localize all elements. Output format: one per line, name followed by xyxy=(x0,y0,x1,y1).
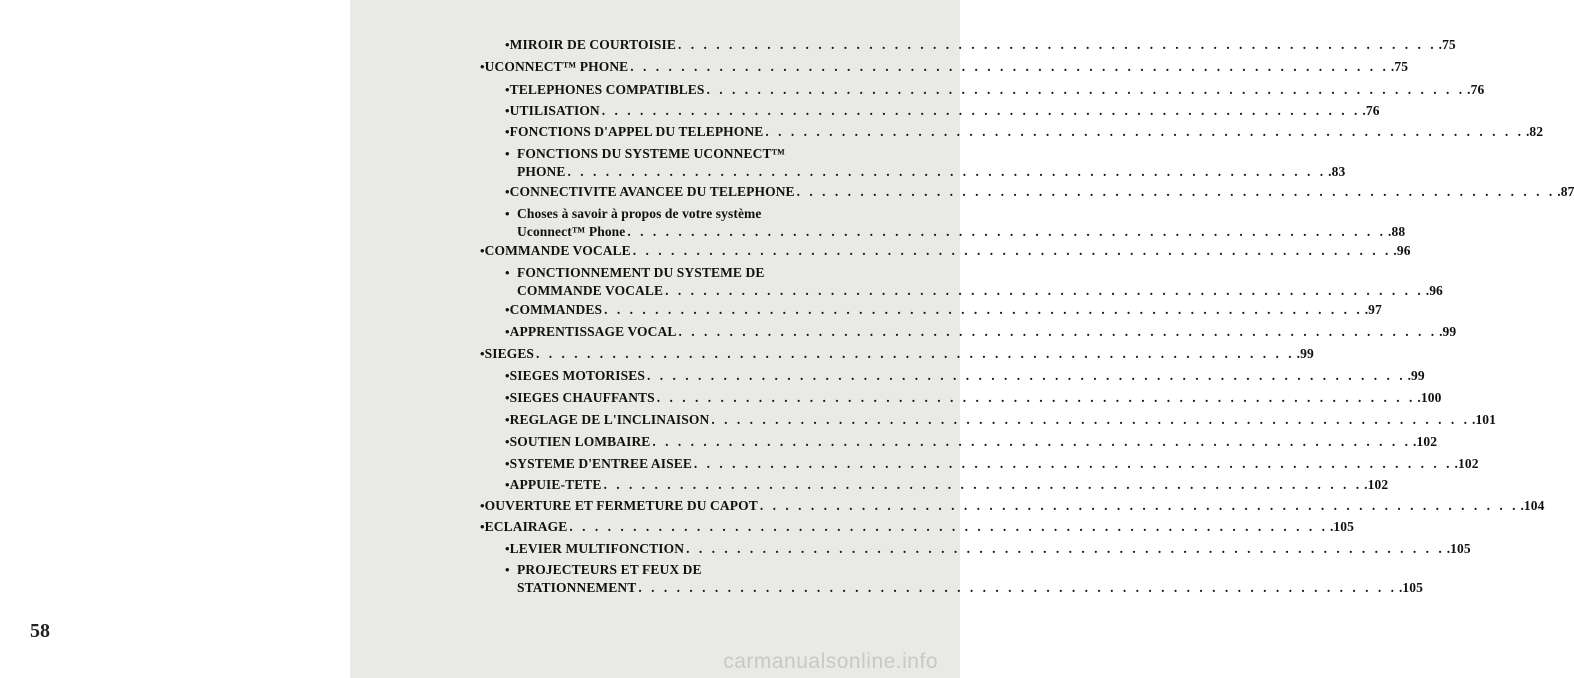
toc-entry[interactable] xyxy=(505,81,1485,99)
dot-leader: . . . . . . . . . . . . . . . . . . . . . . . . . . . . . . . . . . . . . . . . . . . . . . . . . . . . . . . . . . . . xyxy=(627,224,1386,239)
toc-entry-title-line1: Choses à savoir à propos de votre système xyxy=(517,206,762,221)
toc-entry-title: Uconnect™ Phone xyxy=(517,224,626,239)
bullet-icon: • xyxy=(505,456,510,471)
toc-entry-title: REGLAGE DE L'INCLINAISON xyxy=(509,412,710,427)
toc-entry-page: .87 xyxy=(1557,184,1574,199)
dot-leader: . . . . . . . . . . . . . . . . . . . . . . . . . . . . . . . . . . . . . . . . . . . . . . . . . . . . . . . . . . . . xyxy=(759,498,1519,513)
toc-entry[interactable] xyxy=(480,497,1545,515)
bullet-icon: • xyxy=(505,434,510,449)
bullet-icon: • xyxy=(505,302,510,317)
toc-entry-title: STATIONNEMENT xyxy=(517,580,637,595)
toc-entry[interactable] xyxy=(505,561,1423,597)
toc-entry[interactable] xyxy=(505,205,1406,241)
toc-entry-title: UCONNECT™ PHONE xyxy=(484,59,629,74)
bullet-icon: • xyxy=(505,206,510,221)
toc-entry-title: CONNECTIVITE AVANCEE DU TELEPHONE xyxy=(509,184,795,199)
toc-entry-title-line1: PROJECTEURS ET FEUX DE xyxy=(517,562,702,577)
toc-entry[interactable] xyxy=(480,518,1354,536)
toc-entry-title: SOUTIEN LOMBAIRE xyxy=(509,434,651,449)
toc-entry[interactable] xyxy=(505,301,1382,319)
dot-leader: . . . . . . . . . . . . . . . . . . . . . . . . . . . . . . . . . . . . . . . . . . . . . . . . . . . . . . . . . . . . xyxy=(711,412,1470,427)
toc-entry-title: SIEGES CHAUFFANTS xyxy=(509,390,655,405)
toc-entry-title: TELEPHONES COMPATIBLES xyxy=(509,82,705,97)
toc-entry-title: OUVERTURE ET FERMETURE DU CAPOT xyxy=(484,498,758,513)
toc-entry-title: APPUIE-TETE xyxy=(509,477,602,492)
toc-entry[interactable] xyxy=(505,411,1497,429)
bullet-icon: • xyxy=(505,324,510,339)
toc-entry[interactable] xyxy=(505,540,1471,558)
dot-leader: . . . . . . . . . . . . . . . . . . . . . . . . . . . . . . . . . . . . . . . . . . . . . . . . . . . . . . . . . . . . xyxy=(646,368,1406,383)
dot-leader: . . . . . . . . . . . . . . . . . . . . . . . . . . . . . . . . . . . . . . . . . . . . . . . . . . . . . . . . . . . . xyxy=(693,456,1453,471)
toc-entry-title-line1: FONCTIONNEMENT DU SYSTEME DE xyxy=(517,265,765,280)
bullet-icon: • xyxy=(505,124,510,139)
bullet-icon: • xyxy=(480,346,485,361)
bullet-icon: • xyxy=(505,562,510,577)
dot-leader: . . . . . . . . . . . . . . . . . . . . . . . . . . . . . . . . . . . . . . . . . . . . . . . . . . . . . . . . . . . . xyxy=(567,164,1327,179)
dot-leader: . . . . . . . . . . . . . . . . . . . . . . . . . . . . . . . . . . . . . . . . . . . . . . . . . . . . . . . . . . . . xyxy=(604,302,1363,317)
toc-entry-title-line1: FONCTIONS DU SYSTEME UCONNECT™ xyxy=(517,146,786,161)
dot-leader: . . . . . . . . . . . . . . . . . . . . . . . . . . . . . . . . . . . . . . . . . . . . . . . . . . . . . . . . . . . . xyxy=(677,37,1437,52)
toc-entry-page: .99 xyxy=(1407,368,1425,383)
dot-leader: . . . . . . . . . . . . . . . . . . . . . . . . . . . . . . . . . . . . . . . . . . . . . . . . . . . . . . . . . . . . xyxy=(686,541,1445,556)
toc-entry[interactable] xyxy=(505,455,1479,473)
bullet-icon: • xyxy=(505,103,510,118)
toc-entry-page: .101 xyxy=(1471,412,1497,427)
dot-leader: . . . . . . . . . . . . . . . . . . . . . . . . . . . . . . . . . . . . . . . . . . . . . . . . . . . . . . . . . . . . xyxy=(656,390,1416,405)
bullet-icon: • xyxy=(505,477,510,492)
bullet-icon: • xyxy=(505,146,510,161)
dot-leader: . . . . . . . . . . . . . . . . . . . . . . . . . . . . . . . . . . . . . . . . . . . . . . . . . . . . . . . . . . . . xyxy=(796,184,1556,199)
toc-entry-title: UTILISATION xyxy=(509,103,600,118)
toc-entry[interactable] xyxy=(505,264,1443,300)
toc-entry-page: .97 xyxy=(1364,302,1382,317)
toc-entry-title: COMMANDE VOCALE xyxy=(517,283,664,298)
toc-entry[interactable] xyxy=(480,345,1314,363)
dot-leader: . . . . . . . . . . . . . . . . . . . . . . . . . . . . . . . . . . . . . . . . . . . . . . . . . . . . . . . . . . . . xyxy=(603,477,1363,492)
toc-entry[interactable] xyxy=(505,36,1456,54)
toc-entry-page: .102 xyxy=(1364,477,1389,492)
bullet-icon: • xyxy=(480,519,485,534)
toc-entry-title: SIEGES MOTORISES xyxy=(509,368,645,383)
dot-leader: . . . . . . . . . . . . . . . . . . . . . . . . . . . . . . . . . . . . . . . . . . . . . . . . . . . . . . . . . . . . xyxy=(601,103,1361,118)
bullet-icon: • xyxy=(505,390,510,405)
dot-leader: . . . . . . . . . . . . . . . . . . . . . . . . . . . . . . . . . . . . . . . . . . . . . . . . . . . . . . . . . . . . xyxy=(652,434,1412,449)
toc-entry-page: .76 xyxy=(1362,103,1380,118)
toc-entry-page: .102 xyxy=(1413,434,1438,449)
dot-leader: . . . . . . . . . . . . . . . . . . . . . . . . . . . . . . . . . . . . . . . . . . . . . . . . . . . . . . . . . . . . xyxy=(678,324,1438,339)
toc-entry-page: .102 xyxy=(1454,456,1479,471)
toc-entry[interactable] xyxy=(505,476,1389,494)
bullet-icon: • xyxy=(505,37,510,52)
toc-entry[interactable] xyxy=(505,433,1438,451)
bullet-icon: • xyxy=(505,368,510,383)
bullet-icon: • xyxy=(505,541,510,556)
dot-leader: . . . . . . . . . . . . . . . . . . . . . . . . . . . . . . . . . . . . . . . . . . . . . . . . . . . . . . . . . . . . xyxy=(665,283,1424,298)
toc-entry-page: .100 xyxy=(1417,390,1442,405)
bullet-icon: • xyxy=(505,184,510,199)
toc-entry-title: ECLAIRAGE xyxy=(484,519,568,534)
dot-leader: . . . . . . . . . . . . . . . . . . . . . . . . . . . . . . . . . . . . . . . . . . . . . . . . . . . . . . . . . . . . xyxy=(638,580,1397,595)
bullet-icon: • xyxy=(480,59,485,74)
bullet-icon: • xyxy=(505,265,510,280)
toc-entry[interactable] xyxy=(505,389,1442,407)
dot-leader: . . . . . . . . . . . . . . . . . . . . . . . . . . . . . . . . . . . . . . . . . . . . . . . . . . . . . . . . . . . . xyxy=(632,243,1392,258)
page-number: 58 xyxy=(30,620,50,642)
toc-entry-page: .96 xyxy=(1393,243,1411,258)
toc-entry-page: .75 xyxy=(1438,37,1456,52)
toc-entry-page: .105 xyxy=(1398,580,1423,595)
toc-entry-title: COMMANDE VOCALE xyxy=(484,243,631,258)
bullet-icon: • xyxy=(480,498,485,513)
toc-entry-page: .105 xyxy=(1329,519,1354,534)
toc-entry-page: .82 xyxy=(1525,124,1544,139)
dot-leader: . . . . . . . . . . . . . . . . . . . . . . . . . . . . . . . . . . . . . . . . . . . . . . . . . . . . . . . . . . . . xyxy=(765,124,1524,139)
toc-entry[interactable] xyxy=(505,145,1346,181)
watermark: carmanualsonline.info xyxy=(723,650,938,673)
toc-entry-title: FONCTIONS D'APPEL DU TELEPHONE xyxy=(509,124,764,139)
toc-entry-page: .88 xyxy=(1388,224,1406,239)
bullet-icon: • xyxy=(480,243,485,258)
toc-entry-title: SIEGES xyxy=(484,346,535,361)
toc-entry-page: .105 xyxy=(1446,541,1471,556)
toc-entry[interactable] xyxy=(505,102,1380,120)
dot-leader: . . . . . . . . . . . . . . . . . . . . . . . . . . . . . . . . . . . . . . . . . . . . . . . . . . . . . . . . . . . . xyxy=(706,82,1466,97)
toc-entry[interactable] xyxy=(505,367,1425,385)
bullet-icon: • xyxy=(505,82,510,97)
dot-leader: . . . . . . . . . . . . . . . . . . . . . . . . . . . . . . . . . . . . . . . . . . . . . . . . . . . . . . . . . . . . xyxy=(536,346,1295,361)
toc-entry-title: LEVIER MULTIFONCTION xyxy=(509,541,685,556)
toc-entry-page: .99 xyxy=(1439,324,1457,339)
toc-entry-page: .96 xyxy=(1425,283,1443,298)
toc-entry-page: .99 xyxy=(1296,346,1314,361)
toc-entry[interactable] xyxy=(505,323,1457,341)
toc-entry-title: PHONE xyxy=(517,164,566,179)
dot-leader: . . . . . . . . . . . . . . . . . . . . . . . . . . . . . . . . . . . . . . . . . . . . . . . . . . . . . . . . . . . . xyxy=(630,59,1389,74)
toc-entry-title: MIROIR DE COURTOISIE xyxy=(509,37,676,52)
toc-entry[interactable] xyxy=(480,242,1411,260)
toc-entry-page: .75 xyxy=(1390,59,1409,74)
dot-leader: . . . . . . . . . . . . . . . . . . . . . . . . . . . . . . . . . . . . . . . . . . . . . . . . . . . . . . . . . . . . xyxy=(569,519,1328,534)
toc-entry-page: .83 xyxy=(1328,164,1346,179)
toc-entry-title: SYSTEME D'ENTREE AISEE xyxy=(509,456,692,471)
bullet-icon: • xyxy=(505,412,510,427)
toc-entry-page: .76 xyxy=(1467,82,1485,97)
toc-entry-title: APPRENTISSAGE VOCAL xyxy=(509,324,677,339)
toc-entry-page: .104 xyxy=(1520,498,1545,513)
toc-entry[interactable] xyxy=(480,58,1409,76)
toc-entry[interactable] xyxy=(505,123,1544,141)
toc-entry-title: COMMANDES xyxy=(509,302,603,317)
toc-entry[interactable] xyxy=(505,183,1574,201)
